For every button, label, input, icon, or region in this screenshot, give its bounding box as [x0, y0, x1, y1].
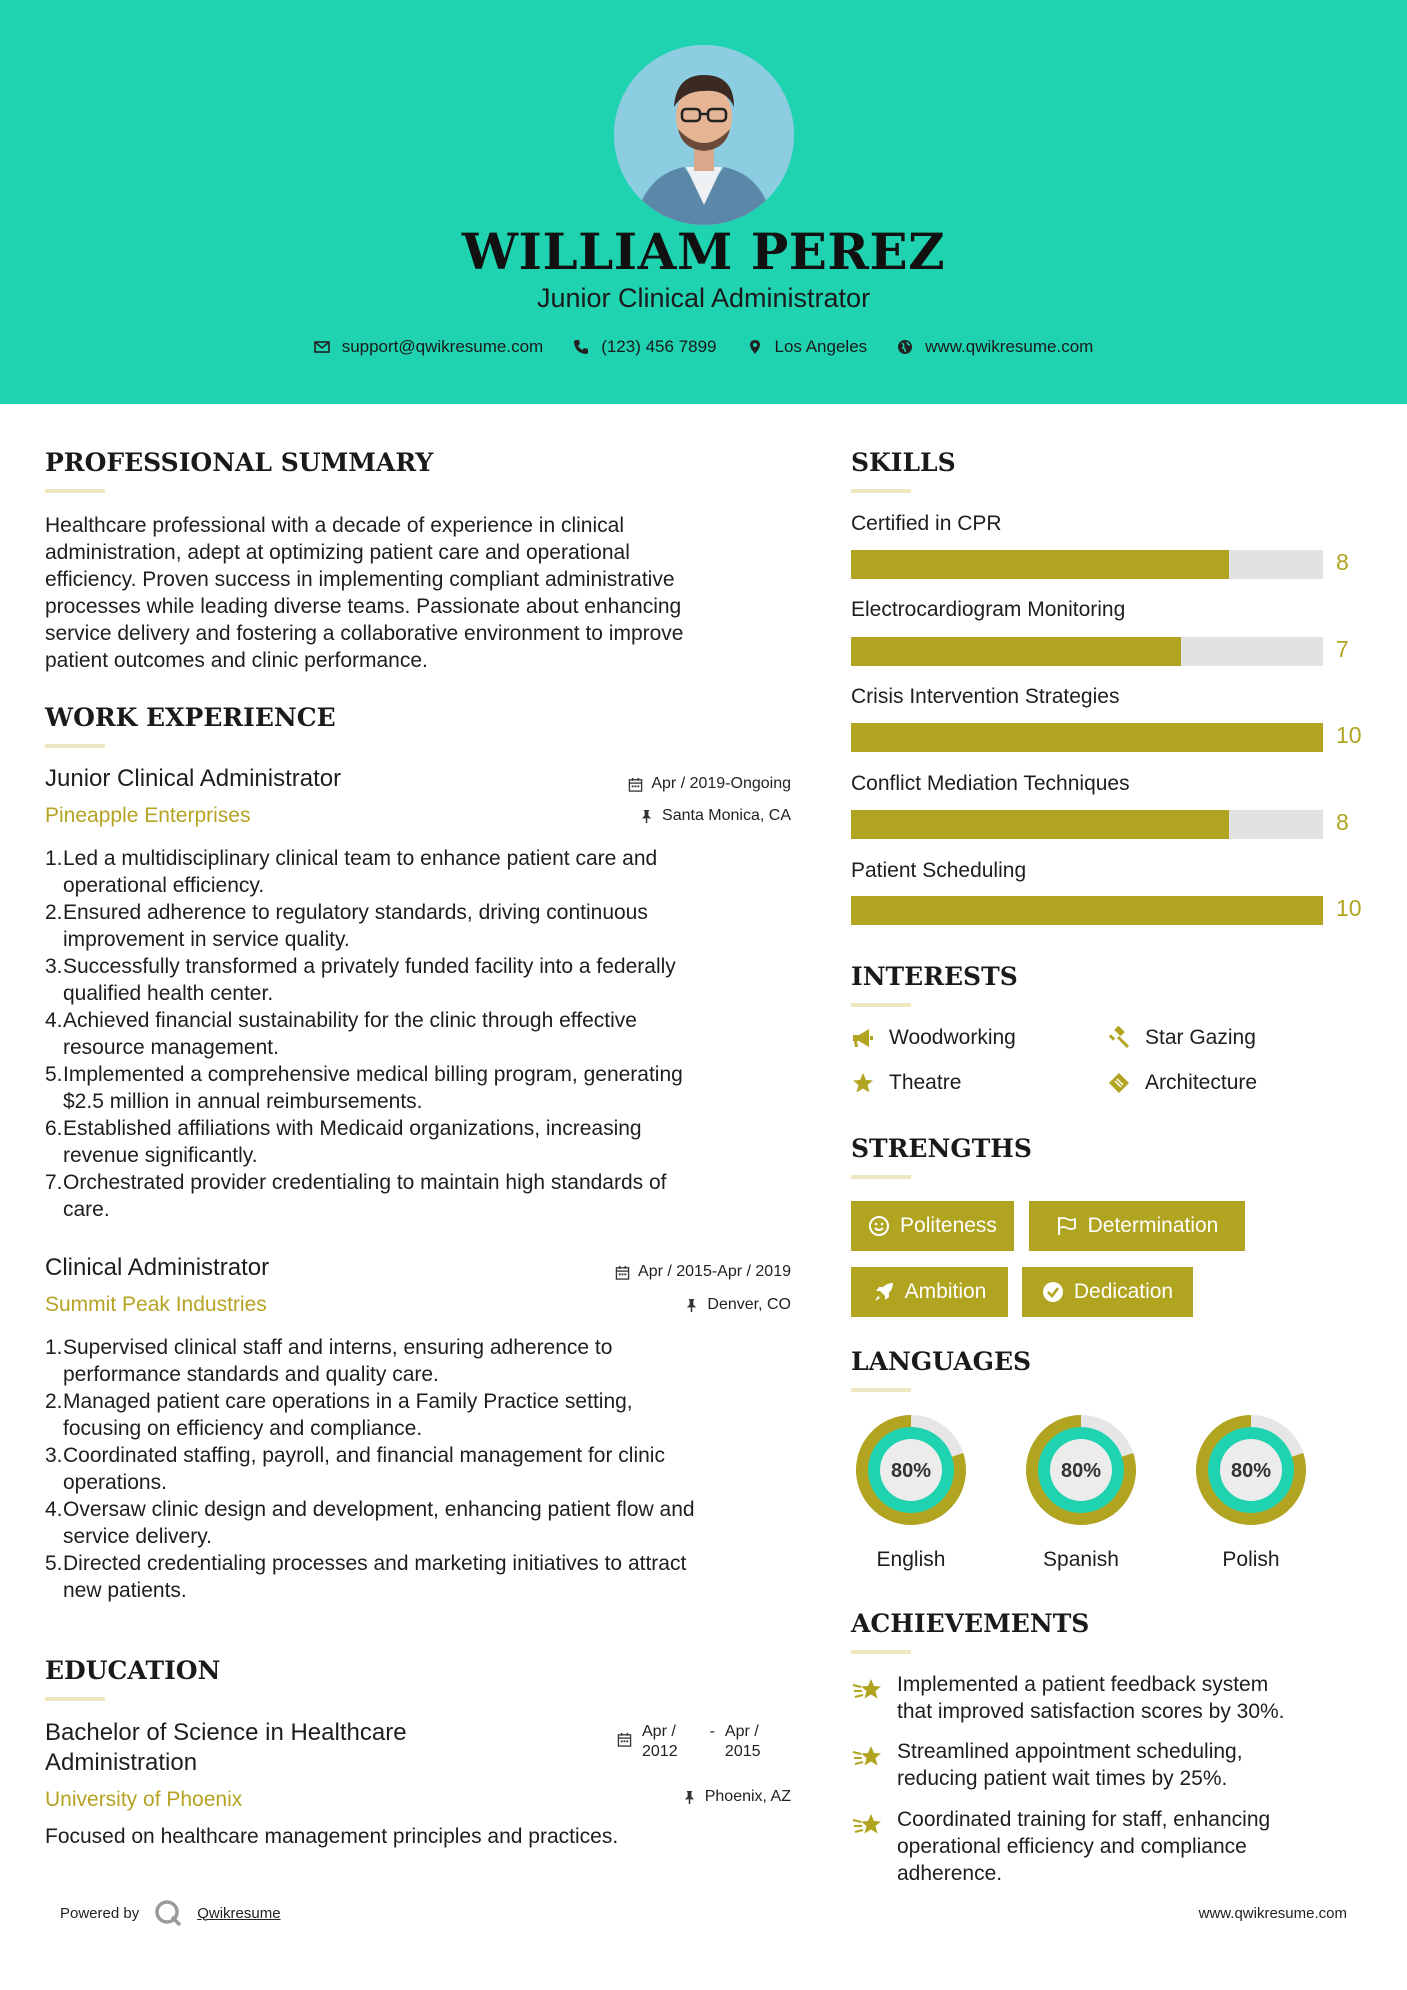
website-text: www.qwikresume.com	[925, 337, 1094, 356]
interests-heading-rule	[851, 1003, 911, 1007]
achievement-text: Streamlined appointment scheduling, reducing patient wait times by 25%.	[897, 1740, 1243, 1790]
skill-bar-fill	[851, 896, 1323, 925]
profile-photo	[614, 45, 794, 225]
degree-title	[45, 1718, 407, 1778]
donut-percent-label: 80%	[890, 1460, 932, 1482]
rocket-icon	[873, 1281, 895, 1303]
skill-value: 7	[1336, 636, 1349, 662]
summary-line: patient outcomes and clinic performance.	[45, 649, 428, 672]
language-donut	[851, 1410, 971, 1530]
list-item: 5. Directed credentialing processes and marketing initiatives to attract new patients.	[45, 1552, 687, 1602]
flag-icon	[1056, 1215, 1078, 1237]
contact-website[interactable]	[897, 337, 1093, 357]
shooting-star-icon	[851, 1808, 883, 1840]
skills-heading-rule	[851, 489, 911, 493]
job-location-text: Santa Monica, CA	[662, 807, 791, 824]
skill-bar-fill	[851, 637, 1181, 666]
contact-email[interactable]	[314, 337, 544, 357]
candidate-title: Junior Clinical Administrator	[536, 283, 871, 313]
summary-line: administration, adept at optimizing patient care and operational	[45, 541, 630, 564]
strength-badge: Determination	[1029, 1201, 1245, 1251]
achievements-heading-rule	[851, 1650, 911, 1654]
skill-bar-fill	[851, 550, 1229, 579]
list-item: 1. Supervised clinical staff and interns, ensuring adherence to performance standards and quality care.	[45, 1336, 613, 1386]
education-date	[617, 1722, 761, 1762]
list-item: 2. Managed patient care operations in a Family Practice setting, focusing on efficiency and compliance.	[45, 1390, 633, 1440]
language-donut	[1191, 1410, 1311, 1530]
footer-url[interactable]: www.qwikresume.com	[1198, 1905, 1347, 1922]
list-item: 1. Led a multidisciplinary clinical team to enhance patient care and operational efficiency.	[45, 847, 658, 897]
language-donut	[1021, 1410, 1141, 1530]
language-item	[1191, 1410, 1311, 1572]
skill-bar-track	[851, 550, 1323, 579]
skill-label: Conflict Mediation Techniques	[851, 772, 1130, 795]
achievement-text: Coordinated training for staff, enhancing operational efficiency and compliance adherence.	[897, 1808, 1271, 1885]
email-text: support@qwikresume.com	[341, 337, 544, 356]
job-title: Junior Clinical Administrator	[45, 765, 342, 792]
skill-bar-track	[851, 637, 1323, 666]
degree-line: Administration	[45, 1749, 198, 1776]
interest-item: Woodworking	[851, 1026, 1016, 1050]
summary-line: efficiency. Proven success in implementing compliant administrative	[45, 568, 675, 591]
degree-line: Bachelor of Science in Healthcare	[45, 1719, 407, 1746]
list-item: 7. Orchestrated provider credentialing to maintain high standards of care.	[45, 1171, 667, 1221]
skill-bar-fill	[851, 723, 1323, 752]
skill-value: 8	[1336, 549, 1349, 575]
skill-label: Patient Scheduling	[851, 859, 1027, 882]
strengths-heading-rule	[851, 1175, 911, 1179]
job-bullets	[45, 1334, 695, 1604]
education-heading-rule	[45, 1697, 105, 1701]
interests-heading: INTERESTS	[851, 962, 1018, 991]
contact-location	[747, 337, 868, 357]
strengths-heading: STRENGTHS	[851, 1134, 1032, 1163]
job-location	[639, 807, 791, 825]
languages-heading-rule	[851, 1388, 911, 1392]
qwikresume-logo-icon	[153, 1898, 183, 1928]
resume-header	[0, 0, 1407, 404]
person-photo-icon	[614, 45, 794, 225]
language-name: English	[876, 1548, 946, 1571]
skill-bar-fill	[851, 810, 1229, 839]
achievement-text: Implemented a patient feedback system that improved satisfaction scores by 30%.	[897, 1673, 1285, 1723]
list-item: 4. Oversaw clinic design and development, enhancing patient flow and service delivery.	[45, 1498, 695, 1548]
education-location	[682, 1788, 791, 1806]
job-date	[615, 1263, 791, 1281]
powered-by-text: Powered by	[60, 1904, 140, 1922]
experience-heading: WORK EXPERIENCE	[45, 703, 336, 732]
education-location-text: Phoenix, AZ	[704, 1788, 791, 1805]
education-description: Focused on healthcare management principles and practices.	[45, 1825, 619, 1848]
strength-badge: Dedication	[1022, 1267, 1193, 1317]
language-name: Spanish	[1043, 1548, 1119, 1571]
interest-item: Theatre	[851, 1071, 961, 1095]
job-location-text: Denver, CO	[707, 1296, 791, 1313]
achievement-item	[851, 1671, 1337, 1725]
summary-line: processes while leading diverse teams. Passionate about enhancing	[45, 595, 682, 618]
list-item: 3. Successfully transformed a privately funded facility into a federally qualified health center.	[45, 955, 676, 1005]
strength-badge: Politeness	[851, 1201, 1014, 1251]
education-dash: -	[709, 1723, 715, 1740]
shooting-star-icon	[851, 1673, 883, 1705]
skills-heading: SKILLS	[851, 448, 956, 477]
gavel-icon	[1107, 1026, 1131, 1050]
job-title: Clinical Administrator	[45, 1254, 270, 1281]
education-start: Apr / 2012	[642, 1723, 678, 1760]
job-date-text: Apr / 2019-Ongoing	[651, 775, 791, 792]
summary-line: Healthcare professional with a decade of experience in clinical	[45, 514, 624, 537]
job-date	[628, 775, 791, 793]
education-end: Apr / 2015	[724, 1723, 761, 1760]
skill-value: 10	[1336, 722, 1362, 748]
footer-powered-by	[60, 1898, 281, 1928]
language-item	[1021, 1410, 1141, 1572]
language-item	[851, 1410, 971, 1572]
candidate-name: WILLIAM PEREZ	[461, 222, 946, 281]
list-item: 6. Established affiliations with Medicaid organizations, increasing revenue significantly.	[45, 1117, 642, 1167]
job-company: Pineapple Enterprises	[45, 804, 251, 827]
brand-link[interactable]: Qwikresume	[197, 1904, 281, 1922]
calendar-icon	[615, 1265, 630, 1280]
pushpin-icon	[682, 1790, 697, 1805]
summary-line: service delivery and fostering a collaborative environment to improve	[45, 622, 684, 645]
interest-item: Architecture	[1107, 1071, 1257, 1095]
list-item: 5. Implemented a comprehensive medical billing program, generating $2.5 million in annual reimbursements.	[45, 1063, 683, 1113]
job-bullets	[45, 845, 683, 1223]
pushpin-icon	[639, 809, 654, 824]
skill-label: Certified in CPR	[851, 512, 1002, 535]
phone-icon	[573, 339, 589, 355]
interest-item: Star Gazing	[1107, 1026, 1256, 1050]
skill-label: Crisis Intervention Strategies	[851, 685, 1120, 708]
donut-percent-label: 80%	[1230, 1460, 1272, 1482]
list-item: 3. Coordinated staffing, payroll, and financial management for clinic operations.	[45, 1444, 665, 1494]
education-heading: EDUCATION	[45, 1656, 221, 1685]
achievement-item	[851, 1806, 1337, 1887]
check-circle-icon	[1042, 1281, 1064, 1303]
school-name: University of Phoenix	[45, 1788, 243, 1811]
smile-icon	[868, 1215, 890, 1237]
star-icon	[851, 1071, 875, 1095]
skill-value: 8	[1336, 809, 1349, 835]
contact-bar	[0, 337, 1407, 357]
list-item: 4. Achieved financial sustainability for the clinic through effective resource management.	[45, 1009, 637, 1059]
calendar-icon	[617, 1732, 632, 1747]
skill-bar-track	[851, 723, 1323, 752]
globe-icon	[897, 339, 913, 355]
job-date-text: Apr / 2015-Apr / 2019	[638, 1263, 791, 1280]
list-item: 2. Ensured adherence to regulatory standards, driving continuous improvement in service quality.	[45, 901, 648, 951]
achievements-heading: ACHIEVEMENTS	[851, 1609, 1090, 1638]
language-name: Polish	[1222, 1548, 1280, 1571]
phone-text: (123) 456 7899	[601, 337, 717, 356]
donut-percent-label: 80%	[1060, 1460, 1102, 1482]
shooting-star-icon	[851, 1740, 883, 1772]
summary-heading-rule	[45, 489, 105, 493]
skill-label: Electrocardiogram Monitoring	[851, 598, 1126, 621]
job-company: Summit Peak Industries	[45, 1293, 267, 1316]
calendar-icon	[628, 777, 643, 792]
skill-bar-track	[851, 810, 1323, 839]
achievement-item	[851, 1738, 1337, 1792]
job-location	[684, 1296, 791, 1314]
skill-bar-track	[851, 896, 1323, 925]
location-text: Los Angeles	[774, 337, 868, 356]
summary-heading: PROFESSIONAL SUMMARY	[45, 448, 434, 477]
map-pin-icon	[747, 339, 763, 355]
strength-badge: Ambition	[851, 1267, 1008, 1317]
ticket-icon	[1107, 1071, 1131, 1095]
summary-text	[45, 512, 683, 674]
experience-heading-rule	[45, 744, 105, 748]
envelope-icon	[314, 339, 330, 355]
contact-phone[interactable]	[573, 337, 716, 357]
skill-value: 10	[1336, 895, 1362, 921]
pushpin-icon	[684, 1298, 699, 1313]
languages-heading: LANGUAGES	[851, 1347, 1032, 1376]
bullhorn-icon	[851, 1026, 875, 1050]
